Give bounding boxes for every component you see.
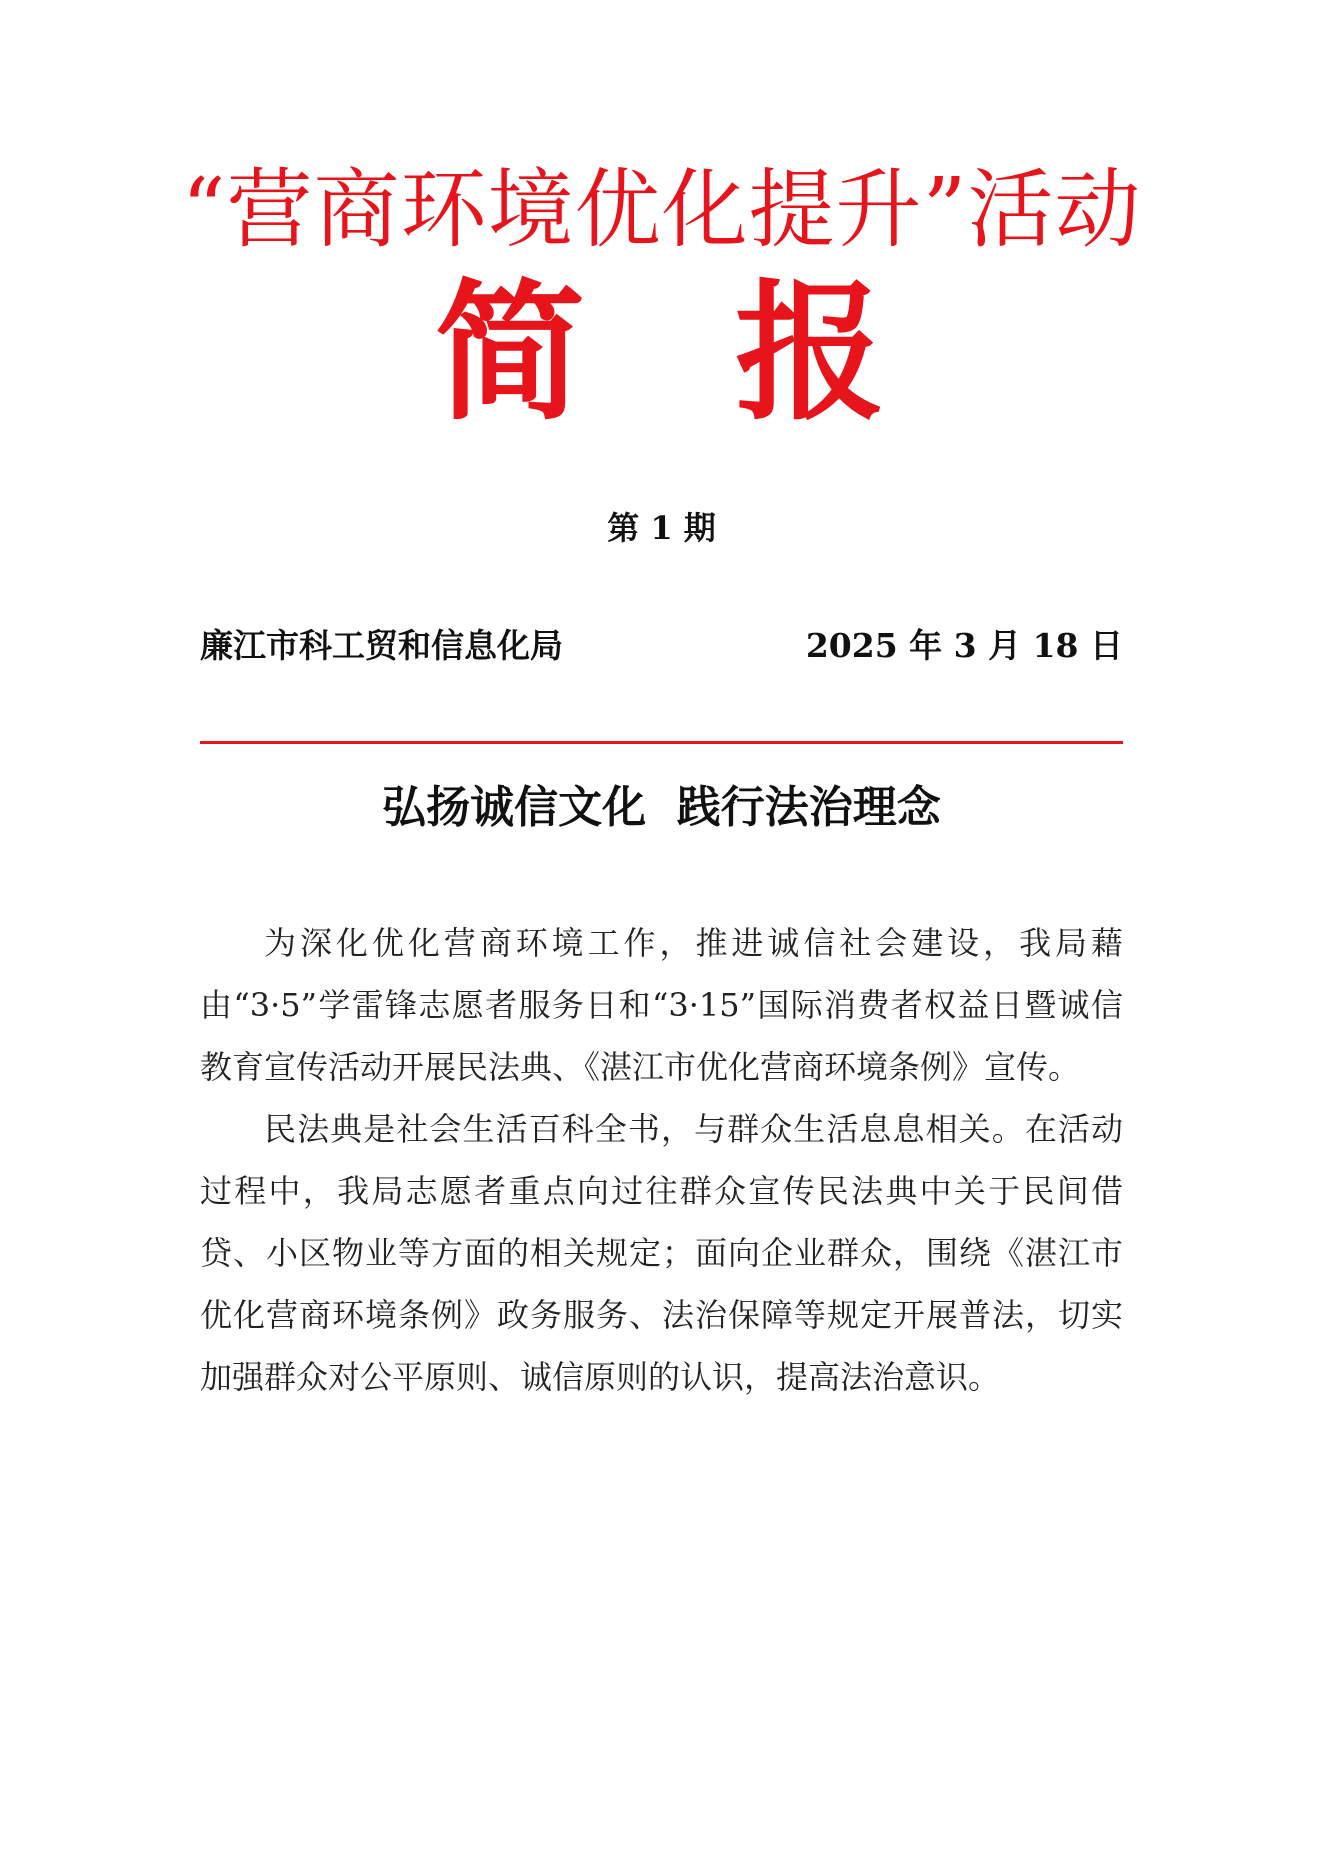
article-paragraph: 民法典是社会生活百科全书，与群众生活息息相关。在活动过程中，我局志愿者重点向过往群众宣传民法典中关于民间借贷、小区物业等方面的相关规定；面向企业群众，围绕《湛江市优化营商环境条例》政务服务、法治保障等规定开展普法，切实加强群众对公平原则、诚信原则的认识，提高法治意识。 (200, 1110, 1123, 1396)
masthead-big-char-jian: 简 (435, 265, 586, 441)
article-body (200, 912, 1123, 1408)
issue-number: 第 1 期 (607, 509, 716, 547)
article-paragraph: 为深化优化营商环境工作，推进诚信社会建设，我局藉由“3·5”学雷锋志愿者服务日和“3·15”国际消费者权益日暨诚信教育宣传活动开展民法典、《湛江市优化营商环境条例》宣传。 (200, 924, 1123, 1086)
red-divider-line (200, 741, 1123, 744)
issuing-organization: 廉江市科工贸和信息化局 (200, 626, 563, 665)
article-headline: 弘扬诚信文化 践行法治理念 (382, 782, 941, 833)
masthead-big-char-bao: 报 (735, 265, 886, 441)
issue-date: 2025 年 3 月 18 日 (805, 626, 1123, 665)
masthead-title: “营商环境优化提升”活动 (181, 160, 1142, 260)
